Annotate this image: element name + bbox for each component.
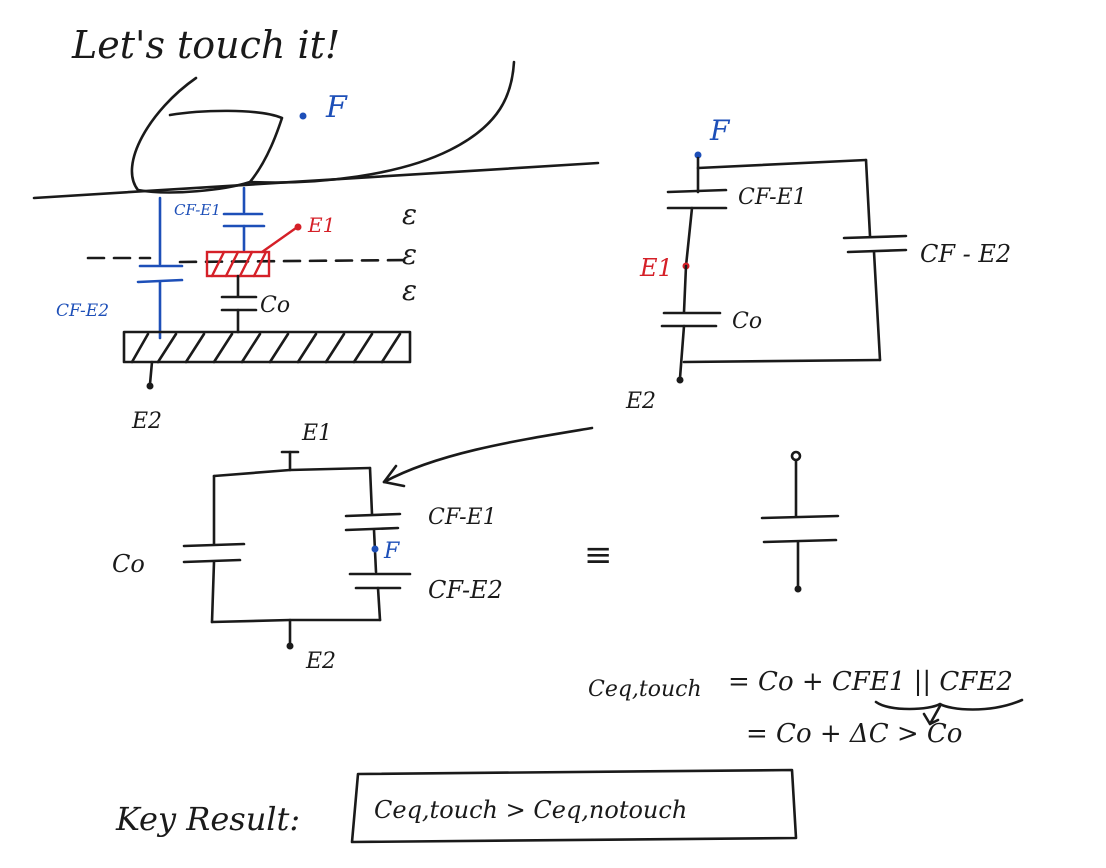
c1-cfe2-label: CF - E2	[920, 240, 1012, 268]
key-result-label: Key Result:	[116, 800, 301, 838]
c1-bottom-wire	[684, 360, 880, 362]
c2-left-wire-2	[212, 562, 214, 622]
cf-e2-label: CF-E2	[56, 301, 110, 321]
equation-lhs: Ceq,touch	[588, 677, 702, 702]
e1-terminal	[295, 224, 302, 231]
c2-e2-label: E2	[306, 649, 337, 674]
e2-terminal	[147, 383, 154, 390]
e2-lead	[150, 362, 152, 384]
epsilon-label-2: ε	[402, 238, 418, 271]
c2-cfe2-label: CF-E2	[428, 576, 503, 604]
c1-cfe1-plate-top	[668, 190, 726, 192]
top-surface-line	[34, 163, 598, 198]
eq-cap-plate-bottom	[764, 540, 836, 542]
c1-e2-label: E2	[626, 389, 657, 414]
c1-top-wire	[698, 158, 866, 168]
e1-hatch	[212, 252, 266, 276]
c2-c0-label: Co	[112, 550, 145, 578]
c1-e1-label: E1	[640, 254, 673, 282]
e2-label: E2	[132, 409, 163, 434]
c2-top-wire	[214, 468, 370, 476]
e1-label: E1	[308, 213, 336, 237]
c1-c0-label: Co	[732, 309, 763, 334]
cross-section	[34, 62, 598, 434]
key-result-text: Ceq,touch > Ceq,notouch	[374, 796, 688, 824]
c1-left-wire-2	[686, 208, 692, 266]
equation-brace	[876, 700, 1022, 710]
c2-e2-terminal	[287, 643, 294, 650]
transform-arrow	[384, 428, 592, 486]
c1-right-wire-1	[866, 160, 870, 236]
c1-right-wire-2	[874, 252, 880, 360]
finger-point	[300, 113, 307, 120]
finger-label: F	[326, 90, 347, 125]
equation-line-2: = Co + ΔC > Co	[746, 719, 963, 749]
c2-cfe1-plate-bottom	[346, 528, 398, 530]
c1-left-wire-3	[684, 266, 686, 312]
c1-cfe2-plate-bottom	[848, 250, 906, 252]
c2-cfe1-plate-top	[346, 514, 400, 516]
e2-hatch	[132, 334, 400, 362]
equivalence-symbol: ≡	[584, 535, 613, 575]
c2-c0-plate-bottom	[184, 560, 240, 562]
c2-e1-label: E1	[302, 421, 333, 446]
c2-f-node	[372, 546, 379, 553]
c0-label: Co	[260, 293, 291, 318]
key-result	[115, 770, 796, 842]
c2-right-wire-3	[378, 588, 380, 620]
equivalent-capacitor	[762, 452, 838, 593]
equation-line-1: = Co + CFE1 || CFE2	[728, 667, 1013, 697]
eq-cap-plate-top	[762, 516, 838, 518]
circuit-1	[625, 114, 1011, 414]
epsilon-label-3: ε	[402, 274, 418, 307]
equations	[588, 667, 1022, 749]
c2-f-label: F	[384, 539, 400, 564]
epsilon-label-1: ε	[402, 198, 418, 231]
c2-right-wire-1	[370, 468, 372, 514]
e1-lead	[262, 228, 296, 252]
c1-e2-terminal	[677, 377, 684, 384]
eq-cap-terminal-bottom	[795, 586, 802, 593]
cf-e1-label: CF-E1	[174, 201, 221, 219]
c2-cfe1-label: CF-E1	[428, 505, 497, 530]
c1-left-wire-4	[680, 326, 684, 378]
c1-f-label: F	[710, 114, 730, 147]
c2-bottom-wire	[212, 620, 380, 622]
c2-c0-plate-top	[184, 544, 244, 546]
c1-cfe2-plate-top	[844, 236, 906, 238]
c1-cfe1-label: CF-E1	[738, 185, 807, 210]
page-title: Let's touch it!	[72, 23, 341, 67]
